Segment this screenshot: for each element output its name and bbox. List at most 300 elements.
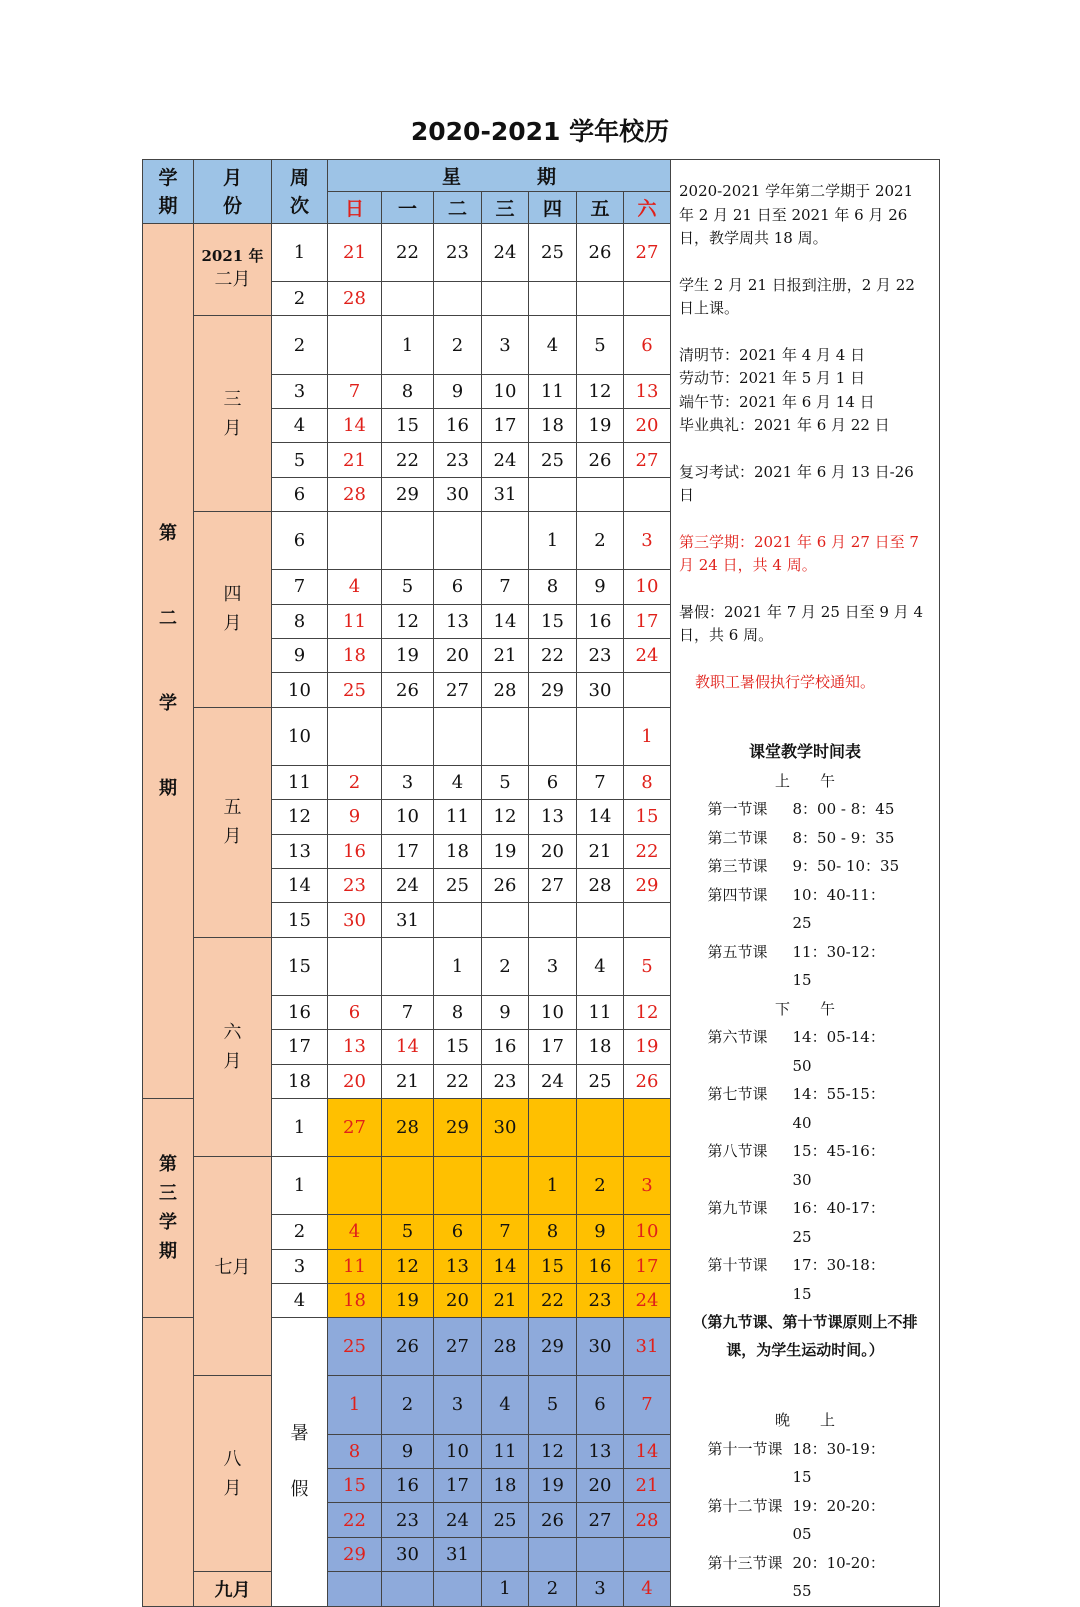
day-cell: 12 xyxy=(529,1434,577,1468)
day-cell: 11 xyxy=(328,604,382,638)
day-cell xyxy=(482,512,529,570)
month-char: 三 xyxy=(223,388,242,410)
schedule-period: 第三节课 xyxy=(707,857,768,875)
day-cell xyxy=(434,1572,482,1606)
day-cell: 24 xyxy=(529,1064,577,1098)
schedule-row xyxy=(679,1549,931,1606)
day-cell: 3 xyxy=(482,316,529,374)
semester-char: 第 xyxy=(159,1154,177,1176)
day-cell: 15 xyxy=(529,604,577,638)
schedule-time: 20：10-20：55 xyxy=(792,1553,885,1600)
day-cell: 19 xyxy=(382,638,434,672)
note-paragraph: 复习考试：2021 年 6 月 13 日-26 日 xyxy=(679,462,914,504)
day-cell: 19 xyxy=(577,408,624,442)
day-cell: 16 xyxy=(328,834,382,868)
day-cell: 30 xyxy=(382,1537,434,1571)
day-cell: 14 xyxy=(577,800,624,834)
day-cell: 2 xyxy=(529,1572,577,1606)
day-cell: 27 xyxy=(624,224,671,282)
day-cell: 8 xyxy=(328,1434,382,1468)
day-cell: 26 xyxy=(624,1064,671,1098)
header-semester xyxy=(143,160,194,224)
day-cell: 6 xyxy=(434,1215,482,1249)
schedule-row xyxy=(679,938,931,995)
day-cell: 27 xyxy=(624,443,671,477)
week-number: 1 xyxy=(272,1157,328,1215)
day-cell: 10 xyxy=(434,1434,482,1468)
day-cell: 16 xyxy=(482,1030,529,1064)
schedule-time: 8：00 - 8：45 xyxy=(792,800,895,818)
day-cell: 31 xyxy=(434,1537,482,1571)
day-cell: 15 xyxy=(624,800,671,834)
schedule-period: 第十二节课 xyxy=(707,1496,783,1515)
day-cell: 25 xyxy=(577,1064,624,1098)
day-cell: 22 xyxy=(529,1283,577,1317)
schedule-row xyxy=(679,1023,931,1080)
day-cell: 4 xyxy=(434,765,482,799)
day-cell: 21 xyxy=(328,443,382,477)
day-cell: 30 xyxy=(577,1318,624,1376)
schedule-row xyxy=(679,1435,931,1492)
schedule-time: 18：30-19：15 xyxy=(792,1439,885,1486)
month-cell: 七月 xyxy=(194,1157,272,1376)
week-number: 1 xyxy=(272,224,328,282)
day-cell: 26 xyxy=(482,869,529,903)
semester-char: 学 xyxy=(159,693,177,715)
day-cell: 2 xyxy=(382,1376,434,1434)
day-cell: 3 xyxy=(624,512,671,570)
day-cell: 16 xyxy=(577,1249,624,1283)
schedule-row xyxy=(679,824,931,853)
schedule-time: 19：20-20：05 xyxy=(792,1496,885,1543)
day-cell: 21 xyxy=(382,1064,434,1098)
day-cell: 20 xyxy=(577,1468,624,1502)
day-cell: 1 xyxy=(482,1572,529,1606)
header-day: 一 xyxy=(382,192,434,224)
schedule-time: 16：40-17：25 xyxy=(792,1199,885,1246)
day-cell: 17 xyxy=(529,1030,577,1064)
day-cell: 6 xyxy=(328,995,382,1029)
day-cell: 9 xyxy=(482,995,529,1029)
semester-cell xyxy=(143,224,194,1099)
week-number: 15 xyxy=(272,937,328,995)
day-cell: 1 xyxy=(382,316,434,374)
day-cell: 20 xyxy=(434,638,482,672)
day-cell: 13 xyxy=(434,1249,482,1283)
note-paragraph: 第三学期：2021 年 6 月 27 日至 7 月 24 日，共 4 周。 xyxy=(679,532,919,574)
week-number: 14 xyxy=(272,869,328,903)
day-cell: 19 xyxy=(624,1030,671,1064)
day-cell xyxy=(434,282,482,316)
day-cell: 11 xyxy=(529,374,577,408)
day-cell: 26 xyxy=(577,443,624,477)
schedule-section-evening: 晚 上 xyxy=(774,1411,835,1429)
day-cell xyxy=(624,477,671,511)
semester-char: 二 xyxy=(159,608,177,630)
week-number: 7 xyxy=(272,570,328,604)
day-cell: 22 xyxy=(529,638,577,672)
day-cell xyxy=(482,903,529,937)
day-cell: 8 xyxy=(624,765,671,799)
semester-char: 期 xyxy=(159,1241,177,1263)
day-cell: 3 xyxy=(434,1376,482,1434)
note-paragraph: 学生 2 月 21 日报到注册，2 月 22 日上课。 xyxy=(679,275,915,317)
week-number: 2 xyxy=(272,282,328,316)
day-cell xyxy=(577,1537,624,1571)
day-cell: 19 xyxy=(529,1468,577,1502)
day-cell: 25 xyxy=(328,673,382,707)
day-cell xyxy=(529,1099,577,1157)
day-cell: 30 xyxy=(434,477,482,511)
week-number: 12 xyxy=(272,800,328,834)
day-cell xyxy=(482,1537,529,1571)
day-cell: 12 xyxy=(482,800,529,834)
day-cell: 31 xyxy=(482,477,529,511)
day-cell: 24 xyxy=(624,1283,671,1317)
month-cell xyxy=(194,707,272,937)
day-cell xyxy=(434,707,482,765)
day-cell: 4 xyxy=(624,1572,671,1606)
day-cell: 18 xyxy=(328,638,382,672)
day-cell: 13 xyxy=(328,1030,382,1064)
day-cell: 14 xyxy=(482,604,529,638)
semester-cell xyxy=(143,1318,194,1606)
day-cell: 20 xyxy=(434,1283,482,1317)
day-cell xyxy=(382,1572,434,1606)
day-cell: 27 xyxy=(434,673,482,707)
note-paragraph: 暑假：2021 年 7 月 25 日至 9 月 4 日，共 6 周。 xyxy=(679,602,924,644)
month-cell xyxy=(194,512,272,708)
day-cell: 12 xyxy=(382,604,434,638)
day-cell: 29 xyxy=(382,477,434,511)
schedule-time: 14：05-14：50 xyxy=(792,1028,885,1075)
day-cell: 18 xyxy=(482,1468,529,1502)
day-cell: 24 xyxy=(382,869,434,903)
day-cell: 3 xyxy=(624,1157,671,1215)
day-cell: 1 xyxy=(328,1376,382,1434)
day-cell: 26 xyxy=(382,1318,434,1376)
day-cell: 9 xyxy=(328,800,382,834)
day-cell: 27 xyxy=(434,1318,482,1376)
day-cell: 4 xyxy=(529,316,577,374)
day-cell: 18 xyxy=(328,1283,382,1317)
day-cell xyxy=(577,282,624,316)
schedule-time: 9：50- 10：35 xyxy=(792,857,900,875)
schedule-period: 第十三节课 xyxy=(707,1553,783,1572)
day-cell: 6 xyxy=(577,1376,624,1434)
day-cell: 22 xyxy=(382,224,434,282)
week-number: 10 xyxy=(272,707,328,765)
day-cell: 26 xyxy=(577,224,624,282)
day-cell: 25 xyxy=(529,224,577,282)
day-cell: 17 xyxy=(624,1249,671,1283)
semester-cell xyxy=(143,1099,194,1318)
schedule-period: 第九节课 xyxy=(707,1199,768,1217)
day-cell: 1 xyxy=(624,707,671,765)
header-day: 六 xyxy=(624,192,671,224)
day-cell: 2 xyxy=(434,316,482,374)
week-number: 8 xyxy=(272,604,328,638)
week-number: 2 xyxy=(272,316,328,374)
schedule-time: 14：55-15：40 xyxy=(792,1085,885,1132)
day-cell: 6 xyxy=(624,316,671,374)
day-cell: 5 xyxy=(624,937,671,995)
note-paragraph: 2020-2021 学年第二学期于 2021 年 2 月 21 日至 2021 年 6 月 26 日，教学周共 18 周。 xyxy=(679,182,914,247)
day-cell: 17 xyxy=(382,834,434,868)
school-calendar-table xyxy=(142,159,940,1607)
month-cell: 九月 xyxy=(194,1572,272,1606)
week-number: 9 xyxy=(272,638,328,672)
schedule-note: （第九节课、第十节课原则上不排课，为学生运动时间。） xyxy=(692,1313,918,1359)
day-cell xyxy=(529,903,577,937)
notes-panel xyxy=(671,160,940,1607)
day-cell: 23 xyxy=(482,1064,529,1098)
day-cell: 6 xyxy=(434,570,482,604)
day-cell xyxy=(328,937,382,995)
schedule-time: 15：45-16：30 xyxy=(792,1142,885,1189)
day-cell xyxy=(482,282,529,316)
day-cell: 28 xyxy=(577,869,624,903)
week-number: 17 xyxy=(272,1030,328,1064)
day-cell: 24 xyxy=(482,443,529,477)
day-cell: 14 xyxy=(382,1030,434,1064)
day-cell xyxy=(382,937,434,995)
week-number: 4 xyxy=(272,1283,328,1317)
day-cell: 17 xyxy=(624,604,671,638)
day-cell: 23 xyxy=(577,638,624,672)
day-cell: 18 xyxy=(577,1030,624,1064)
schedule-row xyxy=(679,795,931,824)
schedule-time: 17：30-18：15 xyxy=(792,1256,885,1303)
day-cell: 29 xyxy=(529,673,577,707)
class-schedule xyxy=(679,738,931,1606)
schedule-period: 第四节课 xyxy=(707,885,768,904)
day-cell: 22 xyxy=(328,1503,382,1537)
day-cell: 7 xyxy=(328,374,382,408)
day-cell: 5 xyxy=(382,1215,434,1249)
day-cell: 10 xyxy=(382,800,434,834)
schedule-row xyxy=(679,1080,931,1137)
day-cell: 14 xyxy=(328,408,382,442)
day-cell: 21 xyxy=(328,224,382,282)
schedule-period: 第十一节课 xyxy=(707,1439,783,1458)
day-cell: 4 xyxy=(328,1215,382,1249)
month-name: 二月 xyxy=(214,268,251,290)
day-cell: 21 xyxy=(482,1283,529,1317)
day-cell xyxy=(382,512,434,570)
day-cell: 11 xyxy=(328,1249,382,1283)
day-cell: 26 xyxy=(529,1503,577,1537)
day-cell: 8 xyxy=(434,995,482,1029)
day-cell xyxy=(624,903,671,937)
day-cell: 12 xyxy=(382,1249,434,1283)
day-cell: 7 xyxy=(382,995,434,1029)
day-cell: 28 xyxy=(624,1503,671,1537)
schedule-time: 10：40-11：25 xyxy=(792,885,885,932)
header-day: 二 xyxy=(434,192,482,224)
month-year: 2021 年 xyxy=(201,246,264,265)
schedule-period: 第五节课 xyxy=(707,942,768,961)
day-cell: 13 xyxy=(577,1434,624,1468)
day-cell: 9 xyxy=(382,1434,434,1468)
schedule-row xyxy=(679,881,931,938)
day-cell: 25 xyxy=(529,443,577,477)
week-number: 2 xyxy=(272,1215,328,1249)
day-cell: 15 xyxy=(434,1030,482,1064)
day-cell: 30 xyxy=(577,673,624,707)
day-cell: 1 xyxy=(529,1157,577,1215)
day-cell: 21 xyxy=(577,834,624,868)
day-cell xyxy=(624,1537,671,1571)
month-char: 五 xyxy=(223,797,242,819)
day-cell xyxy=(382,1157,434,1215)
day-cell: 13 xyxy=(529,800,577,834)
day-cell xyxy=(482,707,529,765)
week-number: 10 xyxy=(272,673,328,707)
week-number: 11 xyxy=(272,765,328,799)
day-cell xyxy=(434,1157,482,1215)
day-cell: 6 xyxy=(529,765,577,799)
day-cell xyxy=(624,282,671,316)
summer-vacation-label xyxy=(272,1318,328,1606)
day-cell: 19 xyxy=(382,1283,434,1317)
day-cell: 22 xyxy=(382,443,434,477)
day-cell: 7 xyxy=(482,570,529,604)
day-cell: 10 xyxy=(482,374,529,408)
day-cell: 23 xyxy=(328,869,382,903)
day-cell xyxy=(328,707,382,765)
header-day: 三 xyxy=(482,192,529,224)
day-cell: 5 xyxy=(529,1376,577,1434)
day-cell: 12 xyxy=(624,995,671,1029)
schedule-period: 第二节课 xyxy=(707,828,768,847)
schedule-period: 第八节课 xyxy=(707,1142,768,1160)
day-cell: 22 xyxy=(434,1064,482,1098)
day-cell: 11 xyxy=(482,1434,529,1468)
day-cell xyxy=(624,1099,671,1157)
day-cell: 23 xyxy=(434,443,482,477)
day-cell xyxy=(328,1157,382,1215)
week-number: 18 xyxy=(272,1064,328,1098)
day-cell: 23 xyxy=(434,224,482,282)
day-cell: 11 xyxy=(577,995,624,1029)
day-cell: 2 xyxy=(482,937,529,995)
day-cell: 2 xyxy=(328,765,382,799)
day-cell: 29 xyxy=(328,1537,382,1571)
day-cell: 15 xyxy=(328,1468,382,1502)
week-number: 16 xyxy=(272,995,328,1029)
day-cell xyxy=(624,673,671,707)
day-cell: 8 xyxy=(529,1215,577,1249)
day-cell: 7 xyxy=(624,1376,671,1434)
header-char: 月 xyxy=(222,166,242,189)
day-cell: 3 xyxy=(529,937,577,995)
week-number: 1 xyxy=(272,1099,328,1157)
week-number: 6 xyxy=(272,477,328,511)
month-char: 四 xyxy=(223,584,242,606)
schedule-row xyxy=(679,1251,931,1308)
day-cell xyxy=(482,1157,529,1215)
header-month xyxy=(194,160,272,224)
day-cell: 29 xyxy=(624,869,671,903)
month-char: 月 xyxy=(223,826,242,848)
schedule-row xyxy=(679,1492,931,1549)
day-cell: 8 xyxy=(382,374,434,408)
day-cell xyxy=(382,707,434,765)
semester-char: 三 xyxy=(159,1183,177,1205)
day-cell: 2 xyxy=(577,1157,624,1215)
schedule-section-afternoon: 下 午 xyxy=(774,999,835,1018)
day-cell: 5 xyxy=(482,765,529,799)
month-cell xyxy=(194,224,272,316)
header-day: 日 xyxy=(328,192,382,224)
day-cell: 9 xyxy=(434,374,482,408)
day-cell: 17 xyxy=(434,1468,482,1502)
day-cell: 30 xyxy=(482,1099,529,1157)
schedule-row xyxy=(679,1137,931,1194)
day-cell: 16 xyxy=(434,408,482,442)
day-cell: 14 xyxy=(624,1434,671,1468)
day-cell: 21 xyxy=(624,1468,671,1502)
day-cell: 2 xyxy=(577,512,624,570)
month-char: 月 xyxy=(223,417,242,439)
day-cell: 5 xyxy=(577,316,624,374)
schedule-period: 第六节课 xyxy=(707,1028,768,1046)
day-cell: 18 xyxy=(434,834,482,868)
day-cell: 28 xyxy=(482,673,529,707)
month-cell xyxy=(194,937,272,1156)
day-cell xyxy=(382,282,434,316)
day-cell: 15 xyxy=(382,408,434,442)
day-cell: 5 xyxy=(382,570,434,604)
day-cell: 3 xyxy=(382,765,434,799)
header-char: 学 xyxy=(158,166,178,189)
day-cell: 28 xyxy=(382,1099,434,1157)
day-cell: 20 xyxy=(529,834,577,868)
day-cell: 21 xyxy=(482,638,529,672)
month-cell xyxy=(194,1376,272,1572)
day-cell: 3 xyxy=(577,1572,624,1606)
header-char: 期 xyxy=(158,194,178,217)
day-cell: 13 xyxy=(624,374,671,408)
day-cell: 10 xyxy=(529,995,577,1029)
page-title: 2020-2021 学年校历 xyxy=(410,117,670,146)
day-cell: 18 xyxy=(529,408,577,442)
day-cell: 8 xyxy=(529,570,577,604)
day-cell xyxy=(529,1537,577,1571)
schedule-period: 第十节课 xyxy=(707,1256,768,1274)
summer-char: 暑 xyxy=(290,1422,309,1444)
day-cell: 31 xyxy=(382,903,434,937)
day-cell: 7 xyxy=(577,765,624,799)
semester-char: 期 xyxy=(159,778,177,800)
day-cell: 11 xyxy=(434,800,482,834)
week-number: 15 xyxy=(272,903,328,937)
schedule-row xyxy=(679,852,931,881)
day-cell xyxy=(577,477,624,511)
day-cell: 27 xyxy=(529,869,577,903)
header-char: 次 xyxy=(289,194,309,217)
note-paragraph: 清明节：2021 年 4 月 4 日 劳动节：2021 年 5 月 1 日 端午节：2021 年 6 月 14 日 毕业典礼：2021 年 6 月 22 日 xyxy=(679,345,890,434)
schedule-title: 课堂教学时间表 xyxy=(748,742,861,761)
month-char: 八 xyxy=(223,1448,242,1470)
day-cell: 23 xyxy=(577,1283,624,1317)
week-number: 13 xyxy=(272,834,328,868)
schedule-section-morning: 上 午 xyxy=(774,771,835,790)
week-number: 3 xyxy=(272,1249,328,1283)
day-cell: 22 xyxy=(624,834,671,868)
day-cell xyxy=(529,477,577,511)
